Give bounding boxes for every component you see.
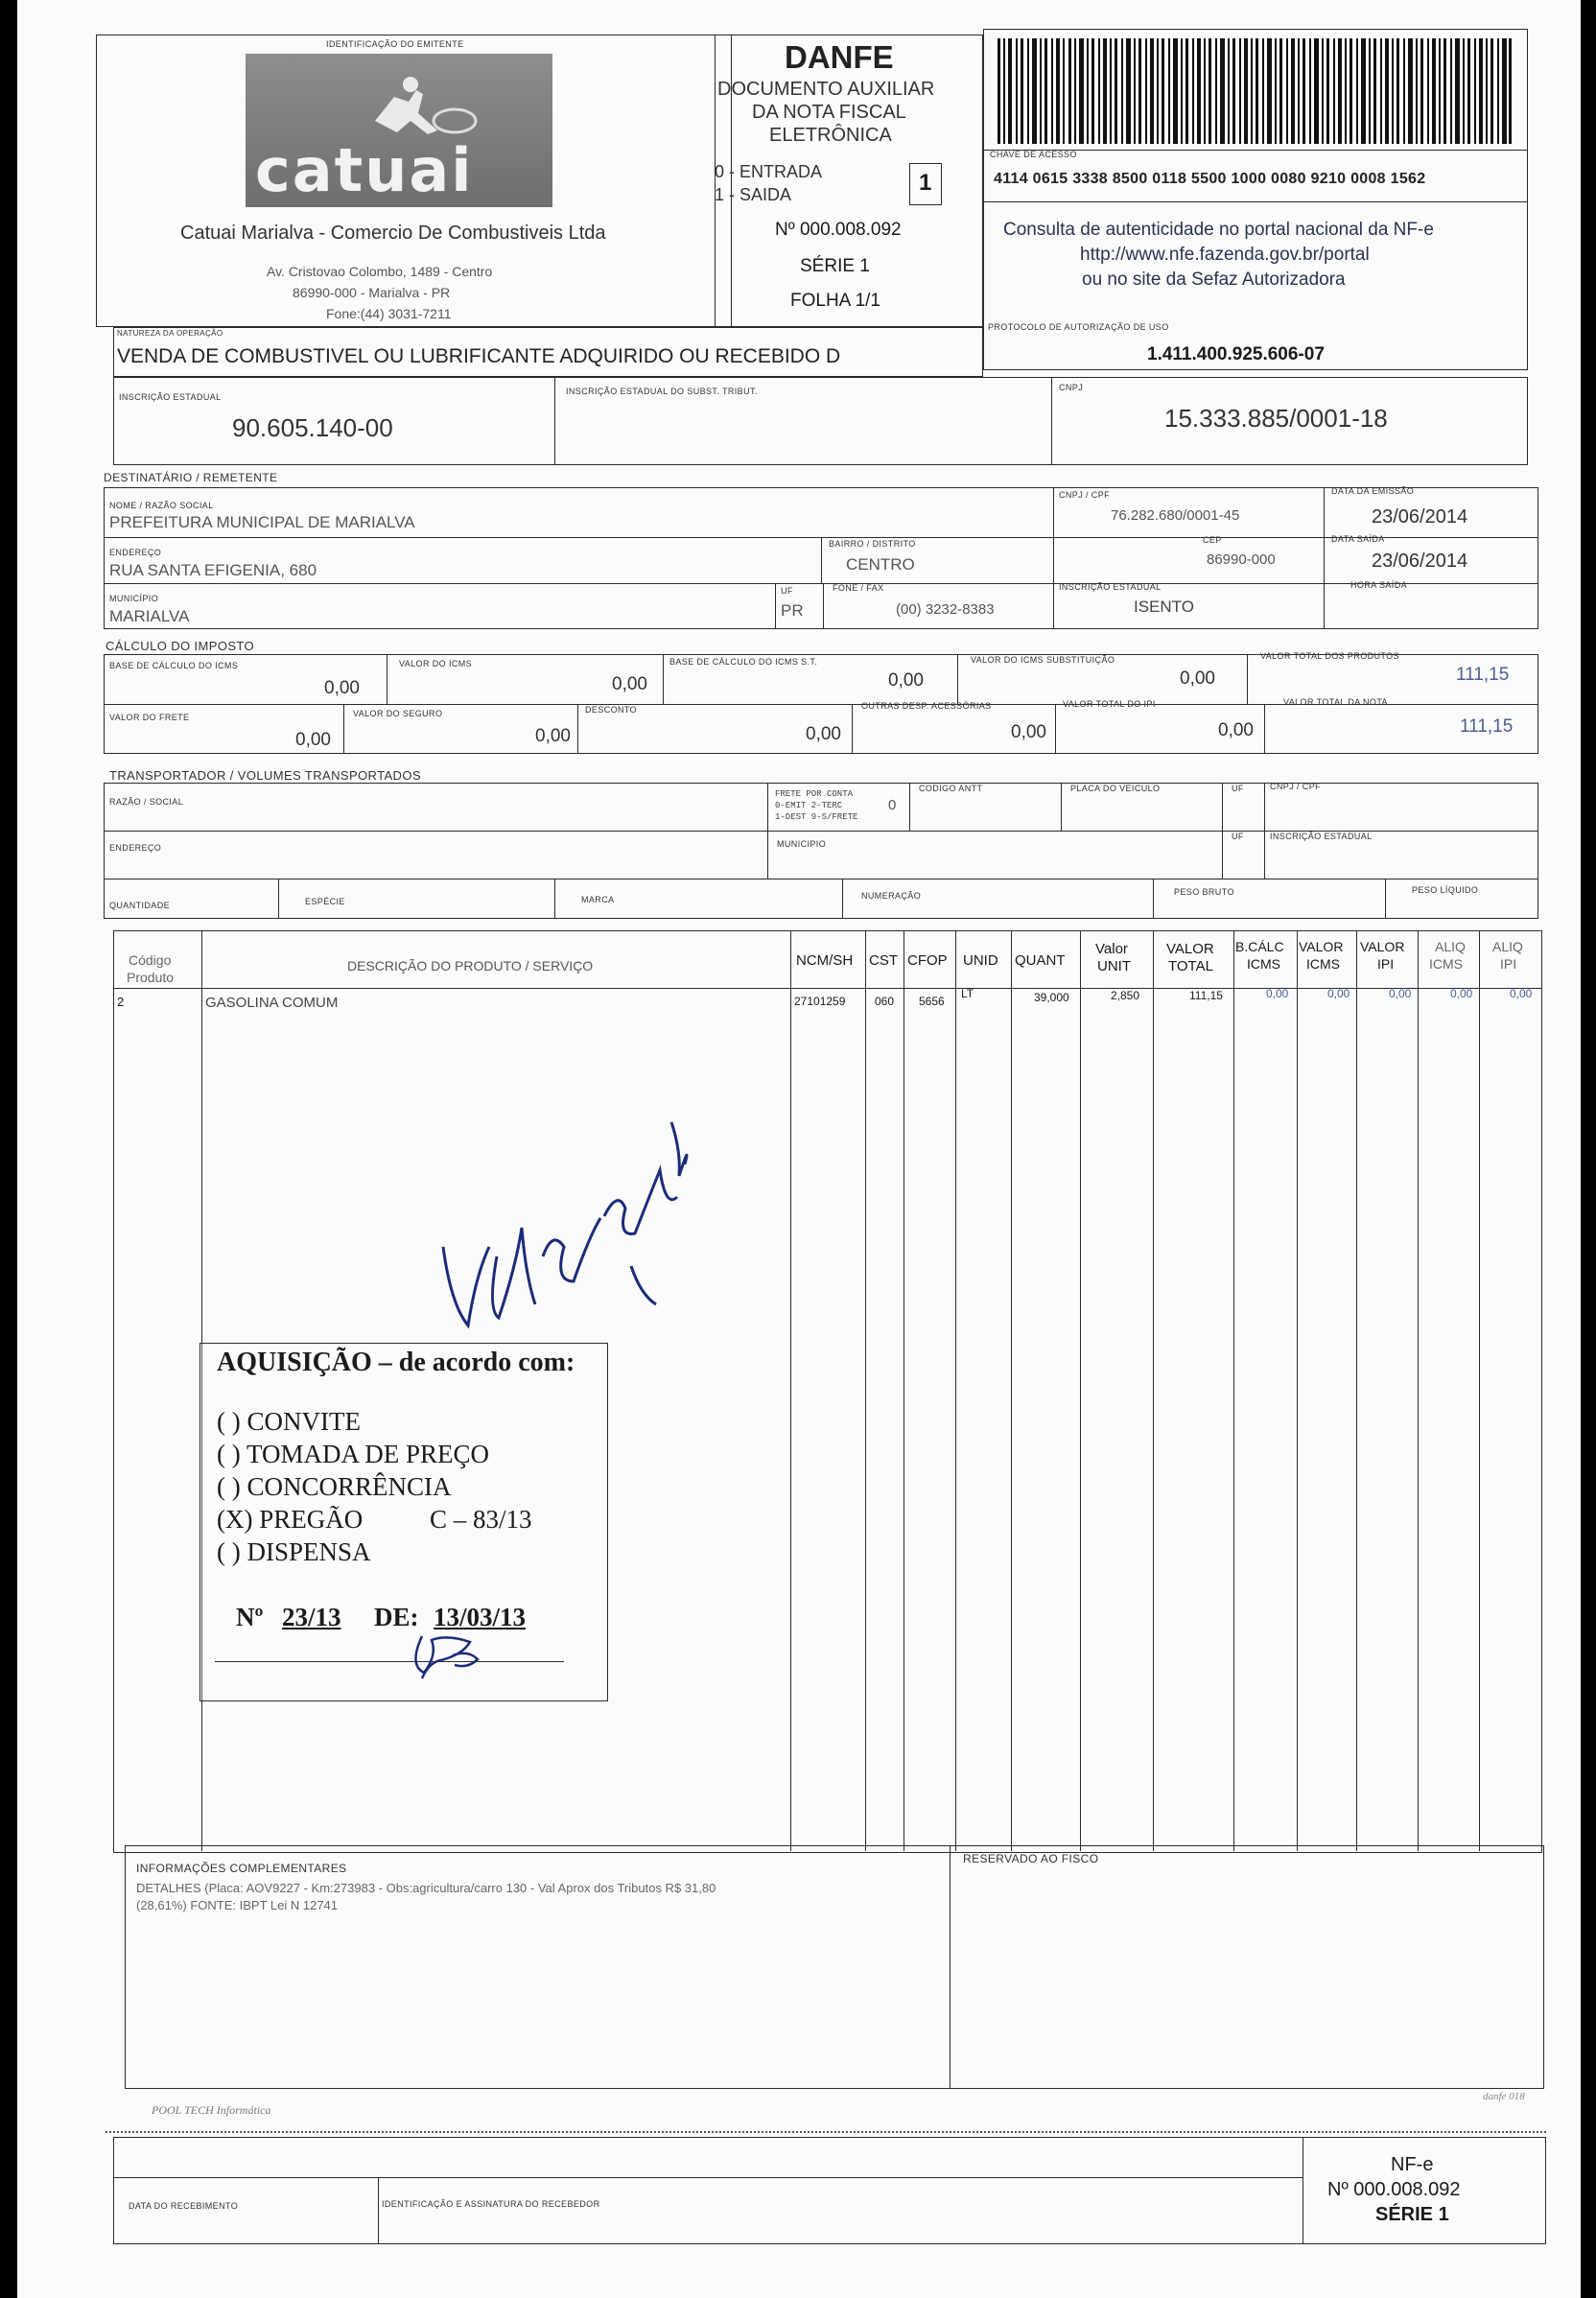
col-div-unid	[955, 930, 956, 1851]
dest-uf-value: PR	[781, 601, 804, 620]
row-bc: 0,00	[1266, 987, 1289, 1000]
emitente-address-2: 86990-000 - Marialva - PR	[293, 285, 451, 300]
canhoto-row-div	[113, 2177, 1303, 2178]
transp-vdiv-antt	[909, 783, 910, 831]
danfe-number: Nº 000.008.092	[775, 220, 902, 240]
destinatario-section-label: DESTINATÁRIO / REMETENTE	[104, 471, 278, 484]
hdr-codigo-1: Código	[129, 952, 172, 968]
transp-razao-label: RAZÃO / SOCIAL	[109, 797, 184, 807]
placa-label: PLACA DO VEICULO	[1070, 784, 1161, 793]
cnpj-label: CNPJ	[1059, 383, 1084, 392]
stamp-opt-tomada: ( ) TOMADA DE PREÇO	[217, 1440, 490, 1468]
antt-label: CODIGO ANTT	[919, 784, 983, 793]
desconto-label: DESCONTO	[585, 705, 638, 715]
outras-value: 0,00	[1011, 722, 1046, 742]
hdr-cst: CST	[869, 952, 898, 969]
frete-conta-line-2: 0-EMIT 2-TERC	[775, 801, 843, 810]
emitente-address-1: Av. Cristovao Colombo, 1489 - Centro	[267, 264, 493, 279]
stamp-initials	[399, 1627, 485, 1684]
frete-label: VALOR DO FRETE	[109, 713, 190, 722]
emitente-name: Catuai Marialva - Comercio De Combustiveis Ltda	[180, 223, 606, 244]
stamp-numero: 23/13	[282, 1603, 341, 1631]
consulta-line-1: Consulta de autenticidade no portal nacional da NF-e	[1003, 220, 1434, 240]
dest-cep-value: 86990-000	[1207, 551, 1276, 568]
hdr-aicms-2: ICMS	[1429, 956, 1463, 972]
chave-divider-2	[983, 201, 1528, 202]
info-line-1: DETALHES (Placa: AOV9227 - Km:273983 - Obs:agricultura/carro 130 - Val Aprox dos Tributos R$ 31,80	[136, 1881, 716, 1895]
dest-endereco-value: RUA SANTA EFIGENIA, 680	[109, 561, 317, 579]
col-div-quant	[1011, 930, 1012, 1851]
total-prod-label: VALOR TOTAL DOS PRODUTOS	[1260, 651, 1399, 661]
hdr-bc-2: ICMS	[1247, 956, 1280, 972]
total-nota-label: VALOR TOTAL DA NOTA	[1283, 697, 1388, 707]
col-div-bc	[1233, 930, 1234, 1851]
canhoto-data-label: DATA DO RECEBIMENTO	[129, 2201, 239, 2211]
col-div-vtotal	[1153, 930, 1154, 1851]
outras-label: OUTRAS DESP. ACESSÓRIAS	[861, 701, 992, 711]
consulta-line-2: http://www.nfe.fazenda.gov.br/portal	[1080, 245, 1370, 265]
hdr-vipi-1: VALOR	[1360, 939, 1405, 954]
natureza-value: VENDA DE COMBUSTIVEL OU LUBRIFICANTE ADQUIRIDO OU RECEBIDO D	[117, 345, 841, 367]
ie-st-label: INSCRIÇÃO ESTADUAL DO SUBST. TRIBUT.	[566, 387, 758, 396]
seguro-value: 0,00	[535, 726, 571, 746]
col-div-aicms	[1418, 930, 1419, 1851]
hdr-descricao: DESCRIÇÃO DO PRODUTO / SERVIÇO	[347, 958, 594, 973]
software-credit: POOL TECH Informática	[152, 2103, 271, 2117]
transp-vdiv-uf	[1222, 783, 1223, 879]
dest-cep-label: CEP	[1203, 535, 1222, 545]
hdr-vtotal-2: TOTAL	[1168, 958, 1213, 974]
stamp-numero-label: Nº	[236, 1603, 264, 1631]
quantidade-label: QUANTIDADE	[109, 901, 171, 910]
dest-endereco-label: ENDEREÇO	[109, 548, 162, 557]
row-unid: LT	[961, 987, 974, 1000]
transp-endereco-label: ENDEREÇO	[109, 843, 162, 853]
saida-label: 1 - SAIDA	[715, 185, 792, 204]
row-quant: 39,000	[1034, 991, 1069, 1004]
dest-bairro-label: BAIRRO / DISTRITO	[829, 539, 916, 549]
transp-vdiv-especie	[278, 879, 279, 919]
hdr-bc-1: B.CÁLC	[1235, 939, 1284, 954]
dest-cnpj-value: 76.282.680/0001-45	[1111, 507, 1240, 524]
ie-label: INSCRIÇÃO ESTADUAL	[119, 392, 222, 402]
total-nota-value: 111,15	[1460, 716, 1514, 737]
numeracao-label: NUMERAÇÃO	[861, 891, 922, 901]
danfe-subtitle-1: DOCUMENTO AUXILIAR	[717, 79, 935, 100]
row-cst: 060	[875, 995, 895, 1008]
col-div-vunit	[1080, 930, 1081, 1851]
stamp-opt-pregao-ref: C – 83/13	[430, 1505, 532, 1534]
stamp-de-label: DE:	[374, 1603, 419, 1631]
col-div-vicms	[1297, 930, 1298, 1851]
chave-label: CHAVE DE ACESSO	[990, 150, 1077, 159]
imp-vdiv-7	[852, 704, 853, 754]
transp-uf-label: UF	[1232, 784, 1244, 793]
handwritten-signature	[430, 1113, 717, 1362]
stamp-opt-dispensa: ( ) DISPENSA	[217, 1537, 371, 1566]
col-div-ncm	[790, 930, 791, 1851]
dest-saida-value: 23/06/2014	[1372, 551, 1468, 572]
seguro-label: VALOR DO SEGURO	[353, 709, 443, 718]
row-aipi: 0,00	[1510, 987, 1533, 1000]
canhoto-assinatura-label: IDENTIFICAÇÃO E ASSINATURA DO RECEBEDOR	[382, 2199, 600, 2209]
ie-divider	[554, 377, 555, 465]
canhoto-serie: SÉRIE 1	[1375, 2204, 1449, 2225]
transp-cnpj-label: CNPJ / CPF	[1270, 782, 1322, 791]
protocolo-value: 1.411.400.925.606-07	[1147, 344, 1325, 364]
hdr-vunit-2: UNIT	[1097, 958, 1131, 974]
transp-ie-label: INSCRIÇÃO ESTADUAL	[1270, 832, 1373, 841]
cut-line	[106, 2131, 1546, 2133]
total-prod-value: 111,15	[1456, 665, 1510, 685]
dest-uf-label: UF	[781, 586, 793, 596]
danfe-subtitle-3: ELETRÔNICA	[769, 125, 892, 146]
imposto-section-label: CÁLCULO DO IMPOSTO	[106, 639, 255, 653]
especie-label: ESPÉCIE	[305, 897, 345, 906]
stamp-title: AQUISIÇÃO – de acordo com:	[217, 1348, 575, 1377]
hdr-unid: UNID	[963, 952, 998, 969]
dest-fone-value: (00) 3232-8383	[896, 601, 995, 618]
bc-icms-label: BASE DE CÁLCULO DO ICMS	[109, 661, 239, 670]
danfe-folha: FOLHA 1/1	[790, 291, 880, 311]
dest-saida-label: DATA SAÍDA	[1331, 534, 1385, 544]
dest-vdiv-cnpj	[1053, 487, 1054, 629]
emitente-section-label: IDENTIFICAÇÃO DO EMITENTE	[326, 39, 464, 49]
ipi-value: 0,00	[1218, 720, 1254, 740]
dest-bairro-value: CENTRO	[846, 555, 915, 574]
hdr-quant: QUANT	[1015, 952, 1066, 969]
hdr-vtotal-1: VALOR	[1166, 941, 1214, 957]
dest-vdiv-bairro	[821, 537, 822, 583]
bc-icms-value: 0,00	[324, 678, 360, 698]
imp-vdiv-8	[1055, 704, 1056, 754]
form-code: danfe 018	[1483, 2091, 1525, 2102]
hdr-vicms-1: VALOR	[1299, 939, 1344, 954]
icms-label: VALOR DO ICMS	[399, 659, 473, 668]
emitente-phone: Fone:(44) 3031-7211	[326, 306, 452, 321]
col-div-cst	[865, 930, 866, 1851]
hdr-aipi-2: IPI	[1500, 956, 1517, 972]
dest-hora-label: HORA SAÍDA	[1350, 580, 1408, 590]
imp-vdiv-6	[577, 704, 578, 754]
info-fisco-divider	[950, 1845, 951, 2089]
dest-municipio-label: MUNICÍPIO	[109, 594, 159, 603]
ipi-label: VALOR TOTAL DO IPI	[1063, 699, 1156, 709]
dest-ie-value: ISENTO	[1134, 598, 1194, 616]
stamp-sign-line	[215, 1661, 564, 1662]
canhoto-vdiv-1	[378, 2177, 379, 2244]
stamp-data: 13/03/13	[434, 1603, 527, 1631]
marca-label: MARCA	[581, 895, 615, 904]
canhoto-numero: Nº 000.008.092	[1327, 2179, 1461, 2200]
frete-conta-line-3: 1-DEST 9-S/FRETE	[775, 812, 858, 822]
transp-vdiv-frete	[767, 783, 768, 879]
transp-vdiv-pbruto	[1153, 879, 1154, 919]
dest-emissao-label: DATA DA EMISSÃO	[1331, 486, 1415, 496]
icms-value: 0,00	[612, 674, 647, 694]
hdr-codigo-2: Produto	[127, 970, 175, 985]
frete-conta-value: 0	[888, 797, 897, 813]
dest-ie-label: INSCRIÇÃO ESTADUAL	[1059, 582, 1162, 592]
protocolo-label: PROTOCOLO DE AUTORIZAÇÃO DE USO	[988, 322, 1169, 332]
hdr-vipi-2: IPI	[1377, 956, 1395, 972]
imp-vdiv-4	[1247, 654, 1248, 704]
barcode	[998, 38, 1512, 144]
transp-municipio-label: MUNICIPIO	[777, 839, 827, 849]
transp-vdiv-num	[842, 879, 843, 919]
imp-vdiv-5	[343, 704, 344, 754]
fisco-label: RESERVADO AO FISCO	[963, 1852, 1099, 1865]
row-ncm: 27101259	[794, 995, 846, 1008]
transp-vdiv-placa	[1061, 783, 1062, 831]
danfe-page	[17, 0, 1581, 2298]
icms-st-label: VALOR DO ICMS SUBSTITUIÇÃO	[971, 655, 1115, 665]
tipo-value: 1	[919, 170, 932, 196]
dest-vdiv-fone	[823, 583, 824, 629]
stamp-opt-pregao: (X) PREGÃO	[217, 1505, 364, 1534]
peso-bruto-label: PESO BRUTO	[1174, 887, 1234, 897]
entrada-label: 0 - ENTRADA	[715, 162, 823, 181]
row-aicms: 0,00	[1450, 987, 1473, 1000]
row-vipi: 0,00	[1389, 987, 1412, 1000]
bc-st-value: 0,00	[888, 670, 924, 691]
canhoto-nfe: NF-e	[1391, 2154, 1434, 2175]
row-cfop: 5656	[919, 995, 945, 1008]
row-vicms: 0,00	[1327, 987, 1350, 1000]
cnpj-value: 15.333.885/0001-18	[1164, 404, 1388, 433]
imp-vdiv-9	[1264, 704, 1265, 754]
transp-uf2-label: UF	[1232, 832, 1244, 841]
dest-emissao-value: 23/06/2014	[1372, 506, 1468, 528]
row-codigo: 2	[117, 995, 125, 1009]
danfe-subtitle-2: DA NOTA FISCAL	[752, 102, 906, 123]
hdr-aicms-1: ALIQ	[1435, 939, 1466, 954]
imp-vdiv-2	[663, 654, 664, 704]
stamp-opt-concorrencia: ( ) CONCORRÊNCIA	[217, 1472, 452, 1501]
dest-municipio-value: MARIALVA	[109, 607, 190, 625]
row-vunit: 2,850	[1111, 989, 1140, 1002]
logo-text: catuai	[255, 135, 474, 205]
dest-vdiv-data	[1324, 487, 1325, 629]
col-div-aipi	[1479, 930, 1480, 1851]
frete-conta-line-1: FRETE POR CONTA	[775, 789, 854, 799]
icms-st-value: 0,00	[1180, 668, 1215, 689]
danfe-title: DANFE	[785, 39, 894, 75]
row-descricao: GASOLINA COMUM	[205, 995, 339, 1011]
transp-vdiv-marca	[554, 879, 555, 919]
info-line-2: (28,61%) FONTE: IBPT Lei N 12741	[136, 1898, 339, 1912]
dest-vdiv-uf	[775, 583, 776, 629]
row-vtotal: 111,15	[1189, 989, 1223, 1002]
hdr-aipi-1: ALIQ	[1492, 939, 1523, 954]
hdr-vicms-2: ICMS	[1306, 956, 1340, 972]
dest-fone-label: FONE / FAX	[833, 583, 884, 593]
imp-vdiv-3	[957, 654, 958, 704]
stamp-opt-convite: ( ) CONVITE	[217, 1407, 361, 1436]
dest-cnpj-label: CNPJ / CPF	[1059, 490, 1111, 500]
hdr-cfop: CFOP	[907, 952, 948, 969]
transp-vdiv-cnpj	[1264, 783, 1265, 879]
info-label: INFORMAÇÕES COMPLEMENTARES	[136, 1862, 347, 1875]
frete-value: 0,00	[295, 730, 331, 750]
consulta-line-3: ou no site da Sefaz Autorizadora	[1082, 270, 1346, 290]
danfe-serie: SÉRIE 1	[800, 256, 870, 276]
hdr-vunit-1: Valor	[1095, 941, 1128, 957]
transp-vdiv-pliq	[1385, 879, 1386, 919]
chave-value: 4114 0615 3338 8500 0118 5500 1000 0080 9210 0008 1562	[994, 171, 1426, 187]
ie-value: 90.605.140-00	[232, 413, 393, 442]
hdr-ncm: NCM/SH	[796, 952, 854, 969]
catuai-logo	[246, 54, 552, 207]
col-div-vipi	[1356, 930, 1357, 1851]
desconto-value: 0,00	[806, 724, 841, 744]
dest-nome-label: NOME / RAZÃO SOCIAL	[109, 501, 214, 510]
bc-st-label: BASE DE CÁLCULO DO ICMS S.T.	[669, 657, 818, 667]
cnpj-divider	[1051, 377, 1052, 465]
dest-nome-value: PREFEITURA MUNICIPAL DE MARIALVA	[109, 513, 415, 531]
natureza-label: NATUREZA DA OPERAÇÃO	[117, 329, 223, 338]
peso-liquido-label: PESO LÍQUIDO	[1412, 885, 1479, 895]
transportador-section-label: TRANSPORTADOR / VOLUMES TRANSPORTADOS	[109, 768, 421, 783]
